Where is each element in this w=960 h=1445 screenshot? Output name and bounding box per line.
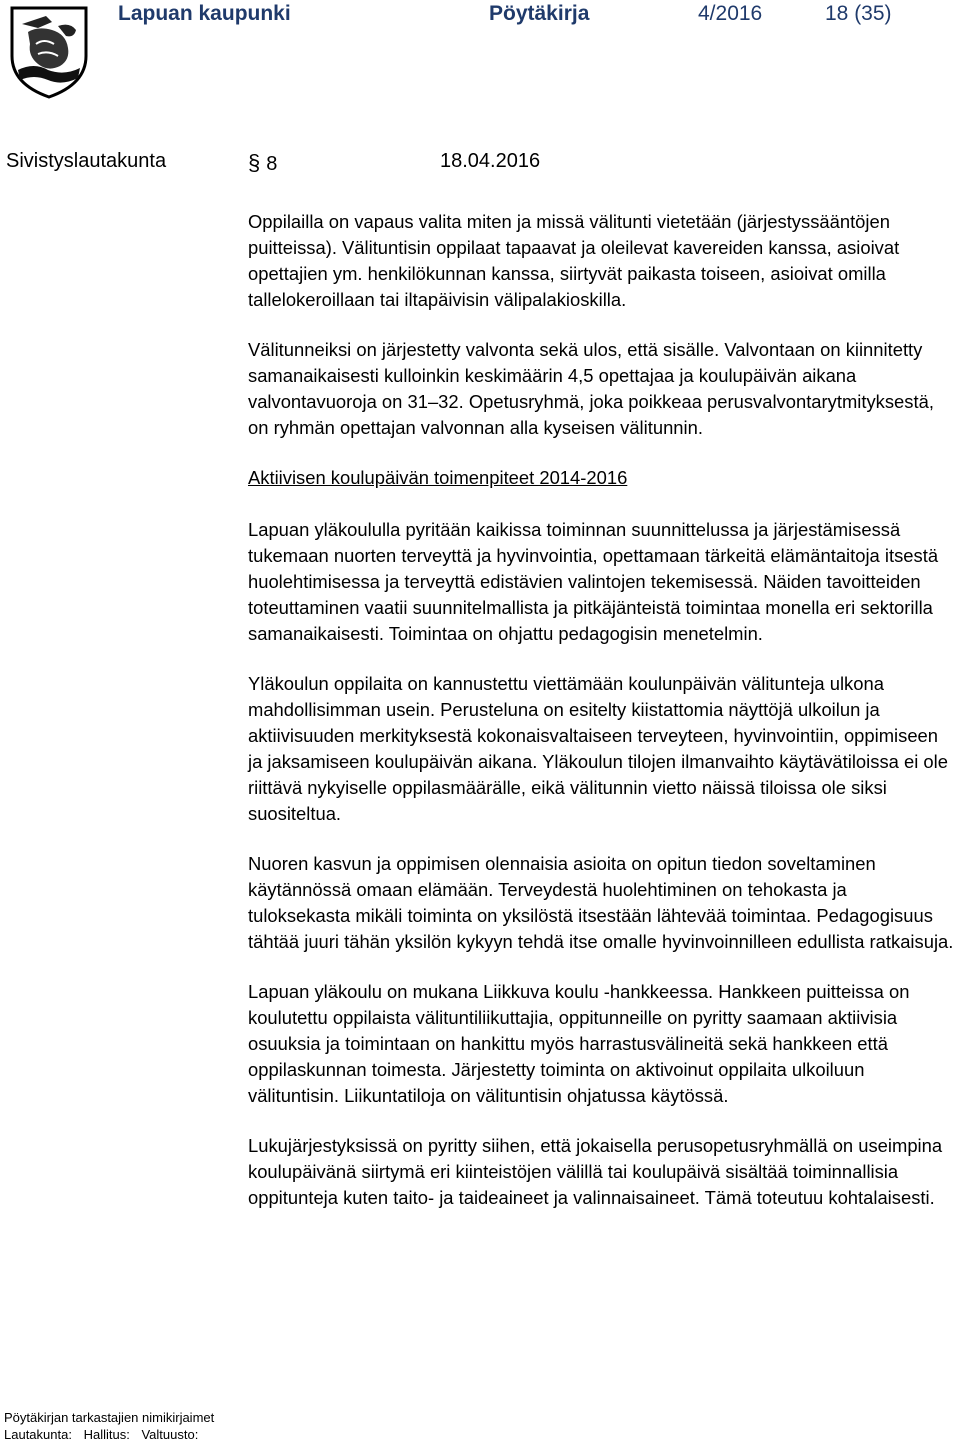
paragraph-6: Lapuan yläkoulu on mukana Liikkuva koulu -hankkeessa. Hankkeen puitteissa on koulutettu oppilaista välituntiliikuttajia, oppitunneille on pyritty saamaan aktiivisia osuuksia ja toimintaan on hankittu myös harrastusvälineitä sekä hankkeen että oppilaskunnan toimesta. Järjestetty toiminta on aktivoinut oppilaita ulkoiluun välituntisin. Liikuntatiloja on välituntisin ohjatussa käytössä.	[248, 981, 910, 1106]
board-name: Sivistyslautakunta	[6, 150, 167, 172]
footer-lautakunta: Lautakunta:	[4, 1427, 72, 1442]
footer-signature-row	[4, 1426, 214, 1443]
section-symbol: §	[248, 150, 261, 175]
paragraph-2: Välitunneiksi on järjestetty valvonta sekä ulos, että sisälle. Valvontaan on kiinnitetty samanaikaisesti kulloinkin keskimäärin 4,5 opettajaa ja koulupäivän aikana valvontavuoroja on 31–32. Opetusryhmä, joka poikkeaa perusvalvontarytmityksestä, on ryhmän opettajan valvonnan alla kyseisen välitunnin.	[248, 339, 934, 438]
coat-of-arms-icon	[8, 4, 90, 100]
page-header	[0, 0, 960, 30]
page-footer	[4, 1409, 214, 1443]
page-number: 18 (35)	[825, 2, 892, 25]
paragraph-3: Lapuan yläkoululla pyritään kaikissa toiminnan suunnittelussa ja järjestämisessä tukemaan nuorten terveyttä ja hyvinvointia, opettamaan tärkeitä elämäntaitoja itsestä huolehtimisessa ja terveyttä edistävien valintojen tekemisessä. Näiden tavoitteiden toteuttaminen vaatii suunnitelmallista ja pitkäjänteistä toimintaa monella eri sektorilla samanaikaisesti. Toimintaa on ohjattu pedagogisin menetelmin.	[248, 519, 939, 644]
footer-hallitus: Hallitus:	[83, 1427, 130, 1442]
section-number-value: 8	[266, 153, 278, 175]
paragraph-5: Nuoren kasvun ja oppimisen olennaisia asioita on opitun tiedon soveltaminen käytännössä omaan elämään. Terveydestä huolehtiminen on tehokasta ja tuloksekasta mikäli toiminta on yksilöstä itsestään lähtevää toimintaa. Pedagogisuus tähtää juuri tähän yksilön kykyyn tehdä itse omalle hyvinvoinnilleen edullista ratkaisuja.	[248, 853, 954, 952]
document-type: Pöytäkirja	[489, 2, 590, 25]
document-number: 4/2016	[698, 2, 763, 25]
footer-initials-label: Pöytäkirjan tarkastajien nimikirjaimet	[4, 1410, 215, 1425]
organization-name: Lapuan kaupunki	[118, 2, 291, 25]
section-heading: Aktiivisen koulupäivän toimenpiteet 2014-2016	[248, 467, 628, 488]
paragraph-4: Yläkoulun oppilaita on kannustettu viettämään koulunpäivän välitunteja ulkona mahdollisimman usein. Perusteluna on esitelty kiistattomia näyttöjä ulkoilun ja aktiivisuuden merkityksestä kokonaisvaltaiseen terveyteen, hyvinvointiin, oppimiseen ja jaksamiseen koulupäivän aikana. Yläkoulun tilojen ilmanvaihto käytävätiloissa ei ole riittävä nykyiselle oppilasmäärälle, eikä välitunnin vietto näissä tiloissa ole siksi suositeltua.	[248, 673, 948, 824]
paragraph-7: Lukujärjestyksissä on pyritty siihen, että jokaisella perusopetusryhmällä on useimpina koulupäivänä siirtymä eri kiinteistöjen välillä tai koulupäivä sisältää toiminnallisia oppitunteja kuten taito- ja taideaineet ja valinnaisaineet. Tämä toteutuu kohtalaisesti.	[248, 1135, 943, 1208]
meeting-date: 18.04.2016	[440, 150, 541, 172]
paragraph-1: Oppilailla on vapaus valita miten ja missä välitunti vietetään (järjestyssääntöjen puitteissa). Välituntisin oppilaat tapaavat ja oleilevat kavereiden kanssa, asioivat opettajien ym. henkilökunnan kanssa, siirtyvät paikasta toiseen, asioivat omilla tallelokeroillaan tai iltapäivisin välipalakioskilla.	[248, 211, 900, 310]
document-body	[248, 209, 954, 1235]
footer-valtuusto: Valtuusto:	[141, 1427, 199, 1442]
section-number	[248, 150, 277, 176]
